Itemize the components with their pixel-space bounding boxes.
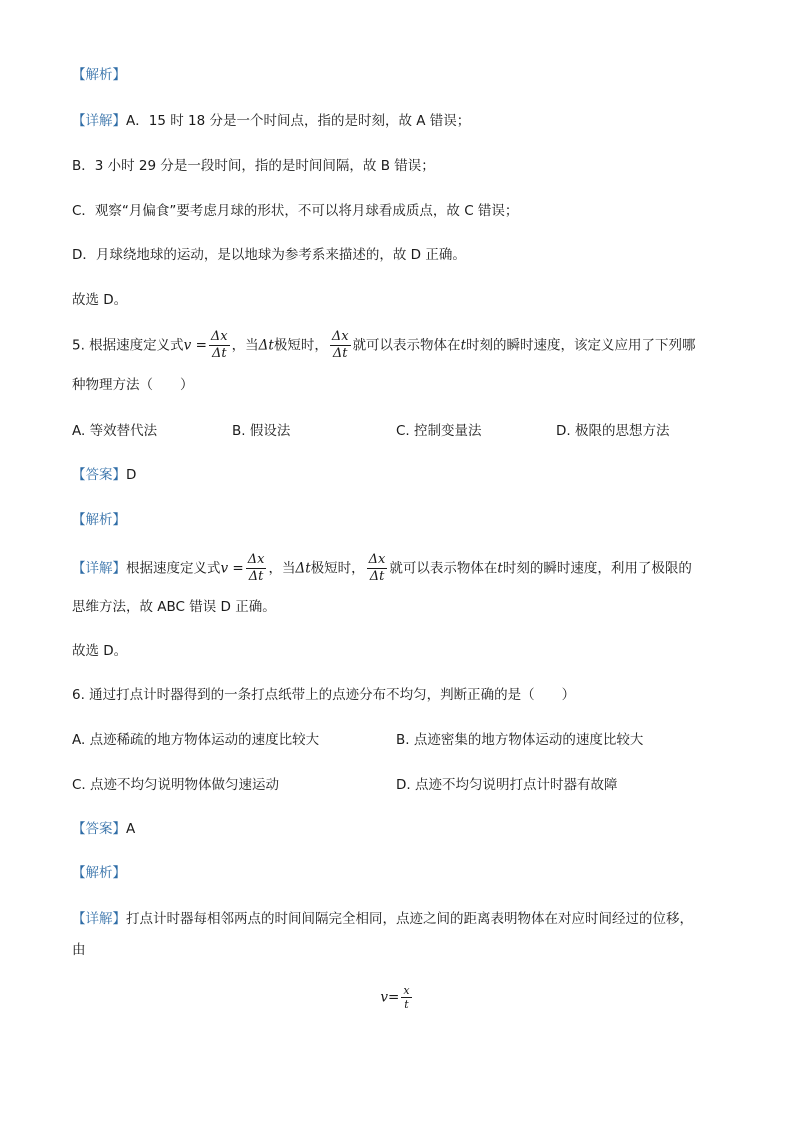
q5-option-d: D. 极限的思想方法 [556,423,670,439]
q6-option-b: B. 点迹密集的地方物体运动的速度比较大 [396,732,644,748]
fraction-dx-dt: $\frac{\Delta x}{\Delta t}$ [210,329,228,361]
fraction-x-over-t: $\frac{x}{t}$ [403,984,410,1011]
detail-c: C．观察“月偏食”要考虑月球的形状，不可以将月球看成质点，故 C 错误； [72,203,519,219]
q5-choose: 故选 D。 [72,643,128,659]
q6-option-d: D. 点迹不均匀说明打点计时器有故障 [396,777,618,793]
q5-detail-line1: 【详解】根据速度定义式v = $\frac{\Delta x}{\Delta t}$ ，当Δt极短时， $\frac{\Delta x}{\Delta t}$ 就可以表示物体在t时刻的瞬时速度，利用了极限的 [72,552,692,584]
q6-stem: 6. 通过打点计时器得到的一条打点纸带上的点迹分布不均匀，判断正确的是（ ） [72,687,576,703]
q6-option-a: A. 点迹稀疏的地方物体运动的速度比较大 [72,732,320,748]
q5-option-b: B. 假设法 [232,423,291,439]
choose-d-prev: 故选 D。 [72,292,128,308]
analysis-heading: 【解析】 [72,67,126,83]
fraction-dx-dt: $\frac{\Delta x}{\Delta t}$ [331,329,349,361]
formula-v-equals-x-over-t: v= $\frac{x}{t}$ [380,984,410,1011]
q5-detail-line2: 思维方法，故 ABC 错误 D 正确。 [72,599,276,615]
q5-stem-line2: 种物理方法（ ） [72,377,194,393]
q5-option-a: A. 等效替代法 [72,423,158,439]
q5-stem-line1: 5. 根据速度定义式v = $\frac{\Delta x}{\Delta t}$ ，当Δt极短时， $\frac{\Delta x}{\Delta t}$ 就可以表示物体在t时刻的瞬时速度，该定义应用了下列哪 [72,329,696,361]
q5-answer: 【答案】D [72,467,137,483]
q5-option-c: C. 控制变量法 [396,423,482,439]
q5-analysis-heading: 【解析】 [72,512,126,528]
q6-detail-line1: 【详解】打点计时器每相邻两点的时间间隔完全相同，点迹之间的距离表明物体在对应时间经过的位移， [72,911,693,927]
detail-a: 【详解】A．15 时 18 分是一个时间点，指的是时刻，故 A 错误； [72,113,471,129]
detail-d: D．月球绕地球的运动，是以地球为参考系来描述的，故 D 正确。 [72,247,466,263]
q6-option-c: C. 点迹不均匀说明物体做匀速运动 [72,777,280,793]
q6-answer: 【答案】A [72,821,136,837]
fraction-dx-dt: $\frac{\Delta x}{\Delta t}$ [247,552,265,584]
detail-b: B．3 小时 29 分是一段时间，指的是时间间隔，故 B 错误； [72,158,435,174]
q6-detail-line2: 由 [72,942,86,958]
q6-analysis-heading: 【解析】 [72,865,126,881]
fraction-dx-dt: $\frac{\Delta x}{\Delta t}$ [368,552,386,584]
